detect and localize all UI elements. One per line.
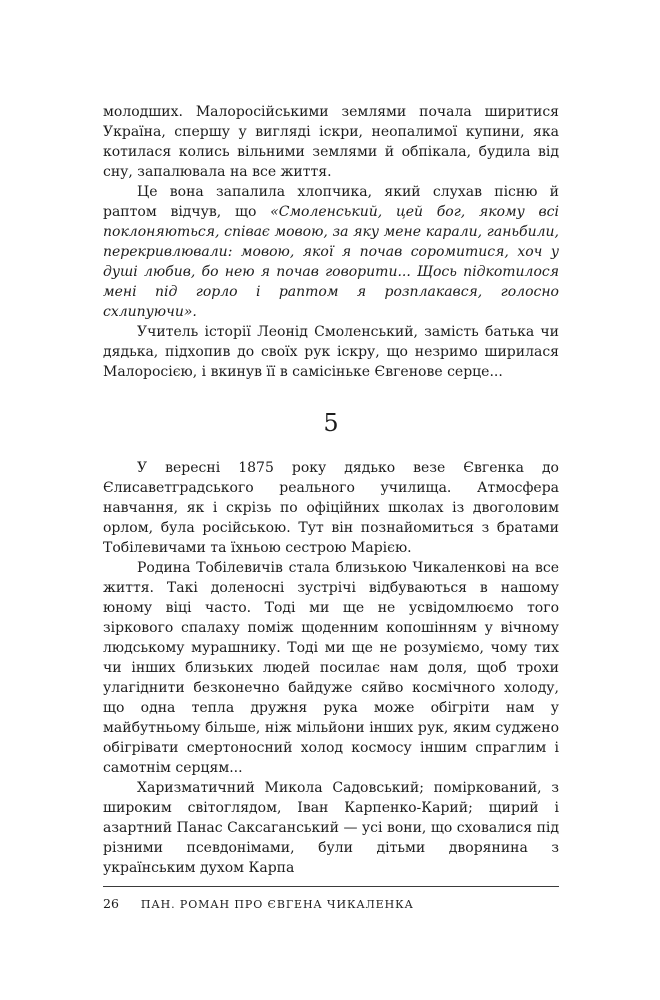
paragraph xyxy=(103,322,559,382)
page-number: 26 xyxy=(103,896,119,911)
paragraph xyxy=(103,778,559,878)
text-run: молодших. Малоросійськими землями почала ширитися Україна, спершу у вигляді іскри, неопалимої купини, яка котилася колись вільними землями й обпікала, будила від сну, запалювала на все життя. xyxy=(103,104,559,180)
quote-run: «Смоленський, цей бог, якому всі поклоняються, співає мовою, за яку мене карали, ганьбили, перекривлювали: мовою, якої я почав соромитися, хоч у душі любив, бо нею я почав говорити... Щось підкотилося мені під горло і раптом я розплакався, голосно схлипуючи». xyxy=(103,204,559,320)
text-run: У вересні 1875 року дядько везе Євгенка до Єлисаветградського реального училища. Атмосфера навчання, як і скрізь по офіційних школах із двоголовим орлом, була російською. Тут він познайомиться з братами Тобілевичами та їхньою сестрою Марією. xyxy=(103,460,559,556)
running-title: ПАН. РОМАН ПРО ЄВГЕНА ЧИКАЛЕНКА xyxy=(140,898,414,911)
paragraph xyxy=(103,182,559,322)
text-run: Учитель історії Леонід Смоленський, замість батька чи дядька, підхопив до своїх рук іскру, що незримо ширилася Малоросією, і вкинув її в самісіньке Євгенове серце... xyxy=(103,324,559,380)
paragraph xyxy=(103,458,559,558)
text-run: Харизматичний Микола Садовський; поміркований, з широким світоглядом, Іван Карпенко-Карий; щирий і азартний Панас Саксаганський — усі вони, що сховалися під різними псевдонімами, були дітьми дворянина з українським духом Карпа xyxy=(103,780,559,876)
paragraph xyxy=(103,558,559,778)
text-block xyxy=(103,102,559,884)
text-run: Родина Тобілевичів стала близькою Чикаленкові на все життя. Такі доленосні зустрічі відбуваються в нашому юному віці часто. Тоді ми ще не усвідомлюємо того зіркового спалаху поміж щоденним копошінням у вічному людському мурашнику. Тоді ми ще не розуміємо, чому тих чи інших близьких людей посилає нам доля, щоб трохи улагіднити безконечно байдуже сяйво космічного холоду, що одна тепла дружня рука може обігріти нам у майбутньому більше, ніж мільйони інших рук, яким суджено обігрівати смертоносний холод космосу іншим спраглим і самотнім серцям... xyxy=(103,560,559,776)
chapter-number: 5 xyxy=(323,409,339,437)
page-footer xyxy=(103,886,559,911)
text-run: Це вона запалила хлопчика, який слухав пісню й раптом відчув, що xyxy=(103,184,559,220)
paragraph xyxy=(103,102,559,182)
